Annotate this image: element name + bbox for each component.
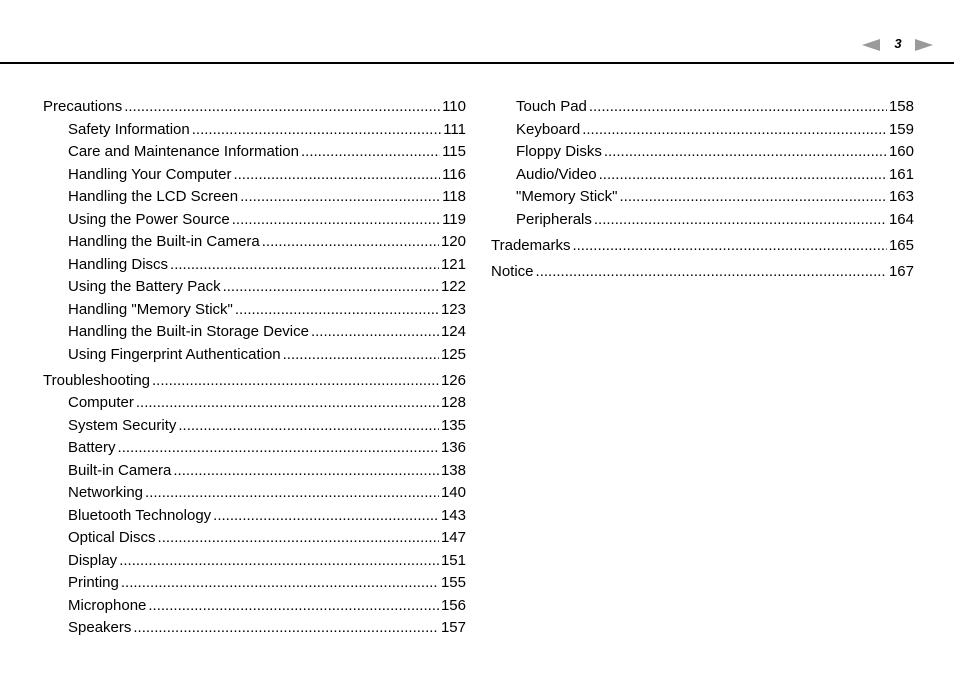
dot-leader bbox=[233, 164, 440, 187]
toc-entry-title: Printing bbox=[68, 574, 119, 591]
toc-entry-title: "Memory Stick" bbox=[516, 188, 618, 205]
dot-leader bbox=[594, 209, 887, 232]
toc-entry[interactable] bbox=[43, 231, 466, 254]
dot-leader bbox=[599, 164, 887, 187]
toc-entry[interactable] bbox=[43, 415, 466, 438]
toc-section-entry[interactable] bbox=[43, 370, 466, 393]
toc-entry-page: 115 bbox=[442, 143, 466, 160]
toc-entry[interactable] bbox=[43, 572, 466, 595]
dot-leader bbox=[240, 186, 440, 209]
toc-entry-title: Handling the LCD Screen bbox=[68, 188, 239, 205]
toc-entry[interactable] bbox=[43, 505, 466, 528]
toc-entry-title: Using Fingerprint Authentication bbox=[68, 345, 281, 363]
toc-entry-page: 120 bbox=[440, 233, 466, 250]
toc-entry-title: Optical Discs bbox=[68, 529, 156, 546]
toc-entry-page: 159 bbox=[888, 120, 914, 138]
toc-entry-page: 151 bbox=[440, 551, 466, 569]
toc-entry-title: Microphone bbox=[68, 596, 147, 614]
toc-entry-page: 160 bbox=[888, 143, 914, 160]
toc-entry-page: 158 bbox=[888, 98, 914, 115]
toc-entry[interactable] bbox=[491, 96, 914, 119]
dot-leader bbox=[158, 527, 439, 550]
dot-leader bbox=[283, 344, 439, 367]
toc-entry-title: Handling the Built-in Camera bbox=[68, 233, 260, 250]
dot-leader bbox=[572, 235, 887, 258]
toc-entry[interactable] bbox=[491, 209, 914, 232]
toc-entry-page: 164 bbox=[888, 210, 914, 228]
toc-entry-page: 122 bbox=[440, 278, 466, 295]
toc-entry-title: Battery bbox=[68, 439, 116, 456]
toc-entry-page: 126 bbox=[440, 371, 466, 389]
dot-leader bbox=[124, 96, 440, 119]
toc-entry[interactable] bbox=[43, 299, 466, 322]
dot-leader bbox=[213, 505, 439, 528]
toc-entry-page: 119 bbox=[442, 210, 466, 228]
dot-leader bbox=[178, 415, 439, 438]
toc-entry[interactable] bbox=[43, 276, 466, 299]
toc-entry-title: Handling "Memory Stick" bbox=[68, 300, 233, 318]
toc-entry[interactable] bbox=[43, 344, 466, 367]
toc-entry-page: 155 bbox=[440, 574, 466, 591]
toc-entry[interactable] bbox=[43, 550, 466, 573]
toc-entry-page: 156 bbox=[440, 596, 466, 614]
toc-entry[interactable] bbox=[491, 141, 914, 164]
dot-leader bbox=[589, 96, 887, 119]
dot-leader bbox=[118, 437, 439, 460]
toc-entry-title: Floppy Disks bbox=[516, 143, 602, 160]
dot-leader bbox=[136, 392, 439, 415]
toc-entry-title: Safety Information bbox=[68, 120, 190, 138]
toc-entry-title: Precautions bbox=[43, 98, 123, 115]
toc-entry-title: Notice bbox=[491, 262, 534, 280]
toc-entry[interactable] bbox=[43, 617, 466, 640]
triangle-right-icon[interactable] bbox=[915, 39, 933, 51]
toc-entry-title: Bluetooth Technology bbox=[68, 506, 212, 524]
dot-leader bbox=[133, 617, 439, 640]
toc-entry-page: 135 bbox=[440, 416, 466, 434]
dot-leader bbox=[152, 370, 439, 393]
toc-entry-page: 138 bbox=[440, 461, 466, 479]
toc-entry-page: 125 bbox=[440, 345, 466, 363]
dot-leader bbox=[604, 141, 887, 164]
dot-leader bbox=[223, 276, 439, 299]
toc-entry-title: Networking bbox=[68, 484, 144, 501]
dot-leader bbox=[192, 119, 441, 142]
dot-leader bbox=[620, 186, 887, 209]
dot-leader bbox=[311, 321, 439, 344]
toc-entry[interactable] bbox=[43, 119, 466, 142]
toc-entry-title: System Security bbox=[68, 416, 177, 434]
toc-entry-page: 111 bbox=[443, 120, 466, 138]
toc-entry[interactable] bbox=[43, 527, 466, 550]
dot-leader bbox=[232, 209, 440, 232]
dot-leader bbox=[170, 254, 439, 277]
toc-entry[interactable] bbox=[43, 164, 466, 187]
toc-entry-title: Handling Discs bbox=[68, 255, 169, 273]
toc-left-column bbox=[43, 96, 466, 640]
toc-entry[interactable] bbox=[491, 164, 914, 187]
toc-entry[interactable] bbox=[43, 392, 466, 415]
dot-leader bbox=[301, 141, 440, 164]
toc-entry-page: 124 bbox=[440, 323, 466, 340]
toc-entry[interactable] bbox=[43, 186, 466, 209]
toc-section-entry[interactable] bbox=[43, 96, 466, 119]
triangle-left-icon[interactable] bbox=[862, 39, 880, 51]
toc-entry-title: Handling the Built-in Storage Device bbox=[68, 323, 309, 340]
toc-entry-page: 128 bbox=[440, 394, 466, 411]
toc-section-entry[interactable] bbox=[491, 235, 914, 258]
toc-entry-title: Built-in Camera bbox=[68, 461, 172, 479]
dot-leader bbox=[121, 572, 439, 595]
dot-leader bbox=[173, 460, 439, 483]
toc-entry[interactable] bbox=[43, 321, 466, 344]
toc-entry-page: 157 bbox=[440, 619, 466, 636]
dot-leader bbox=[148, 595, 439, 618]
toc-entry[interactable] bbox=[43, 254, 466, 277]
toc-entry-page: 161 bbox=[888, 165, 914, 183]
toc-right-column bbox=[491, 96, 914, 283]
toc-entry-page: 143 bbox=[440, 506, 466, 524]
toc-entry[interactable] bbox=[43, 595, 466, 618]
toc-entry-page: 165 bbox=[888, 236, 914, 254]
toc-entry-title: Display bbox=[68, 551, 118, 569]
dot-leader bbox=[119, 550, 439, 573]
page-number: 3 bbox=[894, 36, 902, 51]
toc-entry-title: Using the Battery Pack bbox=[68, 278, 221, 295]
toc-entry-page: 147 bbox=[440, 529, 466, 546]
toc-entry-title: Trademarks bbox=[491, 236, 571, 254]
toc-entry[interactable] bbox=[491, 186, 914, 209]
toc-entry[interactable] bbox=[43, 437, 466, 460]
toc-entry-page: 110 bbox=[442, 98, 466, 115]
dot-leader bbox=[536, 261, 887, 284]
toc-entry-title: Audio/Video bbox=[516, 165, 597, 183]
toc-entry-title: Peripherals bbox=[516, 210, 592, 228]
toc-section-entry[interactable] bbox=[491, 261, 914, 284]
toc-entry-page: 167 bbox=[888, 262, 914, 280]
toc-entry-title: Speakers bbox=[68, 619, 132, 636]
toc-entry-title: Keyboard bbox=[516, 120, 581, 138]
toc-entry-title: Using the Power Source bbox=[68, 210, 230, 228]
toc-entry-title: Care and Maintenance Information bbox=[68, 143, 299, 160]
toc-entry-page: 118 bbox=[442, 188, 466, 205]
toc-entry[interactable] bbox=[491, 119, 914, 142]
dot-leader bbox=[582, 119, 887, 142]
toc-entry-page: 163 bbox=[888, 188, 914, 205]
toc-entry[interactable] bbox=[43, 209, 466, 232]
dot-leader bbox=[235, 299, 439, 322]
toc-entry[interactable] bbox=[43, 460, 466, 483]
toc-entry-title: Computer bbox=[68, 394, 134, 411]
toc-entry-page: 140 bbox=[440, 484, 466, 501]
page-header bbox=[0, 0, 954, 64]
toc-entry-title: Touch Pad bbox=[516, 98, 587, 115]
toc-entry[interactable] bbox=[43, 482, 466, 505]
toc-entry-page: 123 bbox=[440, 300, 466, 318]
dot-leader bbox=[262, 231, 439, 254]
toc-entry-page: 116 bbox=[442, 165, 466, 183]
toc-entry[interactable] bbox=[43, 141, 466, 164]
toc-entry-page: 136 bbox=[440, 439, 466, 456]
toc-entry-page: 121 bbox=[440, 255, 466, 273]
dot-leader bbox=[145, 482, 439, 505]
toc-entry-title: Handling Your Computer bbox=[68, 165, 232, 183]
toc-entry-title: Troubleshooting bbox=[43, 371, 151, 389]
